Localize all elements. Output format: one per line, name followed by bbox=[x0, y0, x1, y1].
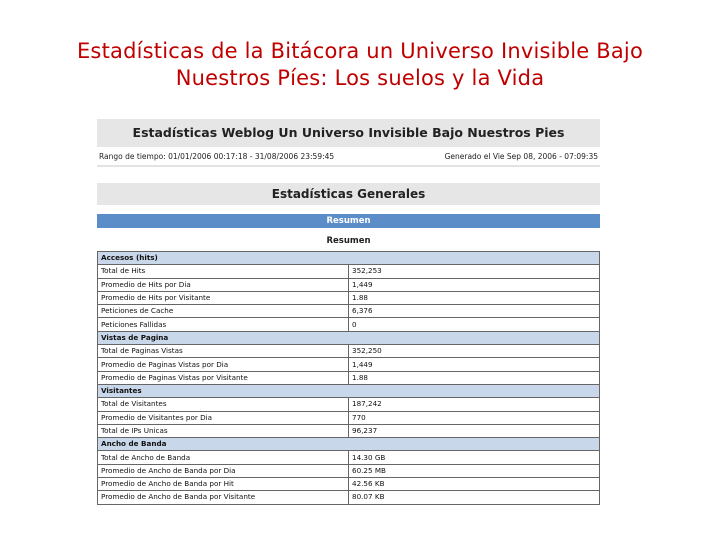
metric-label: Total de IPs Unicas bbox=[98, 424, 349, 437]
metric-label: Peticiones Fallidas bbox=[98, 318, 349, 331]
metric-label: Total de Ancho de Banda bbox=[98, 451, 349, 464]
metric-value: 14.30 GB bbox=[349, 451, 600, 464]
metric-label: Promedio de Visitantes por Dia bbox=[98, 411, 349, 424]
metric-label: Promedio de Hits por Visitante bbox=[98, 291, 349, 304]
table-row bbox=[98, 305, 600, 318]
group-header: Vistas de Pagina bbox=[98, 331, 600, 344]
group-header-row bbox=[98, 384, 600, 397]
group-header-row bbox=[98, 252, 600, 265]
metric-value: 1,449 bbox=[349, 278, 600, 291]
table-row bbox=[98, 345, 600, 358]
metric-value: 6,376 bbox=[349, 305, 600, 318]
table-row bbox=[98, 478, 600, 491]
summary-title: Resumen bbox=[326, 236, 371, 246]
metric-value: 80.07 KB bbox=[349, 491, 600, 504]
metric-label: Promedio de Hits por Dia bbox=[98, 278, 349, 291]
table-row bbox=[98, 265, 600, 278]
metric-value: 42.56 KB bbox=[349, 478, 600, 491]
table-row bbox=[98, 424, 600, 437]
metric-label: Promedio de Paginas Vistas por Dia bbox=[98, 358, 349, 371]
table-row bbox=[98, 464, 600, 477]
metric-label: Promedio de Ancho de Banda por Dia bbox=[98, 464, 349, 477]
metric-value: 187,242 bbox=[349, 398, 600, 411]
group-header-row bbox=[98, 438, 600, 451]
metric-label: Total de Visitantes bbox=[98, 398, 349, 411]
generated-date: Generado el Vie Sep 08, 2006 - 07:09:35 bbox=[444, 152, 598, 161]
table-row bbox=[98, 491, 600, 504]
stats-report bbox=[97, 119, 600, 505]
table-row bbox=[98, 371, 600, 384]
metric-value: 60.25 MB bbox=[349, 464, 600, 477]
group-header-row bbox=[98, 331, 600, 344]
metric-label: Total de Paginas Vistas bbox=[98, 345, 349, 358]
metric-label: Promedio de Paginas Vistas por Visitante bbox=[98, 371, 349, 384]
metric-label: Peticiones de Cache bbox=[98, 305, 349, 318]
stats-table bbox=[97, 251, 600, 505]
metric-label: Promedio de Ancho de Banda por Visitante bbox=[98, 491, 349, 504]
metric-value: 96,237 bbox=[349, 424, 600, 437]
table-row bbox=[98, 318, 600, 331]
table-row bbox=[98, 398, 600, 411]
metric-value: 1.88 bbox=[349, 371, 600, 384]
slide-title-line-1: Estadísticas de la Bitácora un Universo Invisible Bajo bbox=[76, 39, 644, 63]
group-header: Visitantes bbox=[98, 384, 600, 397]
metric-value: 770 bbox=[349, 411, 600, 424]
metric-value: 0 bbox=[349, 318, 600, 331]
summary-bar: Resumen bbox=[97, 214, 600, 228]
group-header: Accesos (hits) bbox=[98, 252, 600, 265]
section-title: Estadísticas Generales bbox=[97, 183, 600, 205]
metric-label: Promedio de Ancho de Banda por Hit bbox=[98, 478, 349, 491]
metric-value: 352,253 bbox=[349, 265, 600, 278]
table-row bbox=[98, 278, 600, 291]
metric-label: Total de Hits bbox=[98, 265, 349, 278]
slide-title-line-2: Nuestros Píes: Los suelos y la Vida bbox=[175, 66, 545, 90]
table-row bbox=[98, 291, 600, 304]
table-row bbox=[98, 358, 600, 371]
slide-title bbox=[0, 38, 720, 92]
time-range: Rango de tiempo: 01/01/2006 00:17:18 - 31/08/2006 23:59:45 bbox=[99, 152, 335, 161]
table-row bbox=[98, 411, 600, 424]
meta-divider bbox=[97, 165, 600, 167]
metric-value: 352,250 bbox=[349, 345, 600, 358]
table-row bbox=[98, 451, 600, 464]
metric-value: 1,449 bbox=[349, 358, 600, 371]
report-meta bbox=[97, 151, 600, 163]
group-header: Ancho de Banda bbox=[98, 438, 600, 451]
metric-value: 1.88 bbox=[349, 291, 600, 304]
report-title: Estadísticas Weblog Un Universo Invisible Bajo Nuestros Pies bbox=[97, 119, 600, 147]
